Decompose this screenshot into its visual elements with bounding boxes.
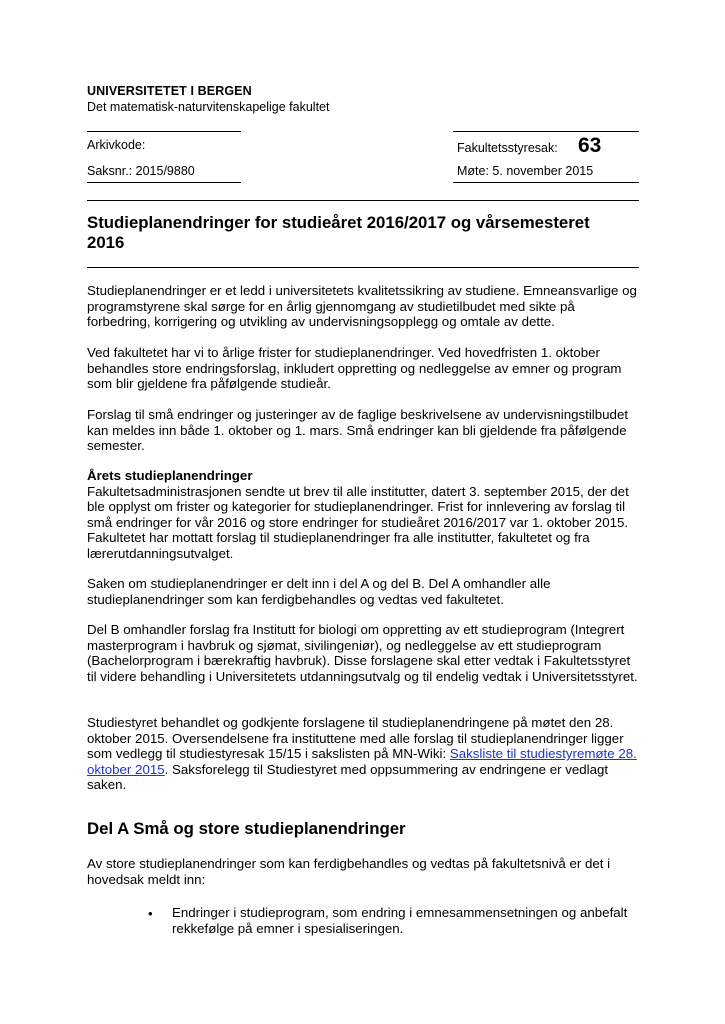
document-title: Studieplanendringer for studieåret 2016/2017 og vårsemesteret 2016 (87, 213, 590, 252)
university-name: UNIVERSITETET I BERGEN (87, 84, 252, 98)
list-item: Endringer i studieprogram, som endring i emnesammensetningen og anbefalt rekkefølge på emner i spesialiseringen. (172, 905, 628, 936)
paragraph-this-year: Fakultetsadministrasjonen sendte ut brev til alle institutter, datert 3. september 2015, der det ble opplyst om frister og kategorier for studieplanendringer. Frist for innlevering av forslag til små endringer for vår 2016 og store endringer for studieåret 2016/2017 var 1. oktober 2015. Fakultetet har mottatt forslag til studieplanendringer fra alle institutter, fakultetet og fra lærerutdanningsutvalget. (87, 483, 629, 561)
study-board-text-end: . Saksforelegg til Studiestyret med oppsummering av endringene er vedlagt saken. (87, 761, 609, 793)
subheading-this-year: Årets studieplanendringer (87, 468, 253, 483)
agenda-link[interactable]: Saksliste til studiestyremøte 28. oktober 2015 (87, 746, 637, 777)
paragraph-study-board (87, 715, 639, 793)
meta-rule-left-top (87, 131, 241, 132)
meta-rule-right-top (453, 131, 639, 132)
faculty-name: Det matematisk-naturvitenskapelige fakultet (87, 100, 330, 114)
paragraph-part-b: Del B omhandler forslag fra Institutt for biologi om oppretting av ett studieprogram (Integrert masterprogram i havbruk og sjømat, sivilingeniør), og nedleggelse av ett studieprogram (Bachelorprogram i bærekraftig havbruk). Disse forslagene skal etter vedtak i Fakultetsstyret til videre behandling i Universitetets utdanningsutvalg og til endelig vedtak i Universitetsstyret. (87, 622, 638, 684)
paragraph-intro: Studieplanendringer er et ledd i universitetets kvalitetssikring av studiene. Emneansvarlige og programstyrene skal sørge for en årlig gjennomgang av studietilbudet med sikte på forbedring, korrigering og utvikling av undervisningsopplegg og omtale av dette. (87, 283, 637, 330)
section-this-year (87, 468, 639, 562)
meta-rule-right-bottom (453, 182, 639, 183)
paragraph-deadlines: Ved fakultetet har vi to årlige frister for studieplanendringer. Ved hovedfristen 1. oktober behandles store endringsforslag, inkludert oppretting og nedleggelse av emner og program som blir gjeldene fra påfølgende studieår. (87, 345, 622, 392)
archive-code-label: Arkivkode: (87, 138, 146, 152)
title-rule-bottom (87, 267, 639, 268)
bullet-point-icon: • (148, 906, 153, 921)
study-board-text-start: Studiestyret behandlet og godkjente forslagene til studieplanendringene på møtet den 28. oktober 2015. Oversendelsene fra instituttene med alle forslag til studieplanendringer ligger som vedlegg til studiestyresak 15/15 i sakslisten på MN-Wiki: (87, 715, 624, 762)
board-case-number: 63 (578, 134, 602, 157)
paragraph-small-changes: Forslag til små endringer og justeringer av de faglige beskrivelsene av undervisningstilbudet kan meldes inn både 1. oktober og 1. mars. Små endringer kan bli gjeldende fra påfølgende semester. (87, 407, 629, 454)
case-reference: Saksnr.: 2015/9880 (87, 164, 195, 178)
section-a-intro: Av store studieplanendringer som kan ferdigbehandles og vedtas på fakultetsnivå er det i hovedsak meldt inn: (87, 856, 611, 887)
section-a-heading: Del A Små og store studieplanendringer (87, 819, 406, 838)
paragraph-part-split: Saken om studieplanendringer er delt inn i del A og del B. Del A omhandler alle studieplanendringer som kan ferdigbehandles og vedtas ved fakultetet. (87, 576, 551, 607)
board-case-label: Fakultetsstyresak: (457, 141, 558, 155)
title-rule-top (87, 200, 639, 201)
meta-rule-left-bottom (87, 182, 241, 183)
meeting-date: Møte: 5. november 2015 (457, 164, 594, 178)
